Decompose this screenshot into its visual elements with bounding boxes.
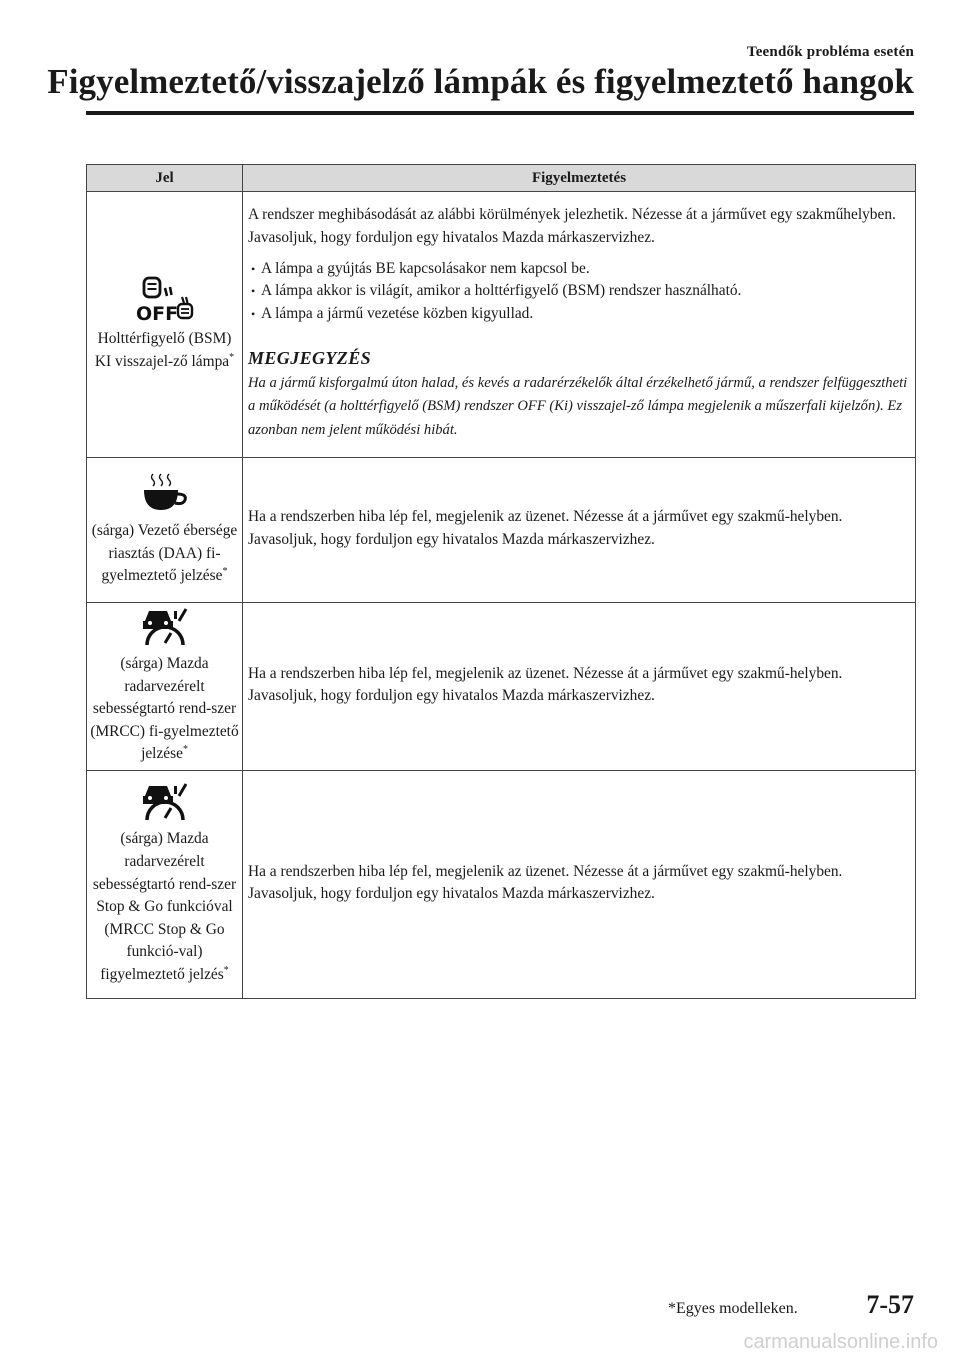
table-row (87, 458, 916, 603)
note-title: MEGJEGYZÉS (248, 348, 372, 369)
lamp-caption: (sárga) Mazda radarvezérelt sebességtartó rend-szer Stop & Go funkcióval (MRCC Stop & Go funkció-val) figyelmeztető jelzés* (92, 830, 237, 983)
bsm-off-icon (135, 276, 195, 322)
table-row (87, 603, 916, 771)
warning-text: Ha a rendszerben hiba lép fel, megjelenik az üzenet. Nézesse át a járművet egy szakmű-helyben. Javasoljuk, hogy forduljon egy hivatalos Mazda márkaszervizhez. (248, 664, 843, 705)
header-symbol: Jel (87, 165, 243, 192)
table-header-row (87, 165, 916, 192)
list-item: • A lámpa akkor is világít, amikor a holttérfigyelő (BSM) rendszer használható. (248, 280, 909, 303)
mrcc-stop-go-warning-icon (139, 782, 191, 822)
section-label: Teendők probléma esetén (746, 44, 914, 60)
page-number: 7-57 (866, 1290, 914, 1319)
lamp-caption: (sárga) Mazda radarvezérelt sebességtartó rend-szer (MRCC) fi-gyelmeztető jelzése* (90, 655, 239, 763)
warning-text: A rendszer meghibásodását az alábbi körülmények jelezhetik. Nézesse át a járművet egy szakműhelyben. Javasoljuk, hogy forduljon egy hivatalos Mazda márkaszervizhez. (248, 206, 896, 246)
symbol-cell (87, 770, 243, 998)
symbol-cell (87, 458, 243, 603)
watermark: carmanualsonline.info (743, 1331, 938, 1353)
title-rule (86, 111, 914, 115)
warning-text: Ha a rendszerben hiba lép fel, megjelenik az üzenet. Nézesse át a járművet egy szakmű-helyben. Javasoljuk, hogy forduljon egy hivatalos Mazda márkaszervizhez. (248, 508, 843, 548)
condition-list (248, 258, 909, 326)
page-title: Figyelmeztető/visszajelző lámpák és figyelmeztető hangok (47, 62, 914, 101)
svg-text:OFF: OFF (135, 302, 178, 322)
symbol-cell (87, 603, 243, 771)
footnote: *Egyes modelleken. (668, 1300, 798, 1317)
warning-cell (243, 192, 916, 458)
warning-cell (243, 458, 916, 603)
warning-cell (243, 603, 916, 771)
list-item: • A lámpa a gyújtás BE kapcsolásakor nem kapcsol be. (248, 258, 909, 281)
header-warning: Figyelmeztetés (243, 165, 916, 192)
symbol-cell (87, 192, 243, 458)
warning-text: Ha a rendszerben hiba lép fel, megjelenik az üzenet. Nézesse át a járművet egy szakmű-helyben. Javasoljuk, hogy forduljon egy hivatalos Mazda márkaszervizhez. (248, 862, 843, 903)
table-row (87, 192, 916, 458)
list-item: • A lámpa a jármű vezetése közben kigyullad. (248, 303, 909, 326)
warning-cell (243, 770, 916, 998)
warning-lamp-table (86, 164, 916, 999)
table-row (87, 770, 916, 998)
mrcc-warning-icon (139, 607, 191, 647)
note-text: Ha a jármű kisforgalmú úton halad, és kevés a radarérzékelők által érzékelhető jármű, a rendszer felfüggesztheti a működését (a holttérfigyelő (BSM) rendszer OFF (Ki) visszajel-ző lámpa megjelenik a műszerfali kijelzőn). Ez azonban nem jelent működési hibát. (248, 374, 908, 439)
lamp-caption: Holttérfigyelő (BSM) KI visszajel-ző lámpa* (94, 329, 235, 370)
coffee-cup-icon (141, 472, 189, 514)
lamp-caption: (sárga) Vezető ébersége riasztás (DAA) fi-gyelmeztető jelzése* (91, 522, 238, 585)
